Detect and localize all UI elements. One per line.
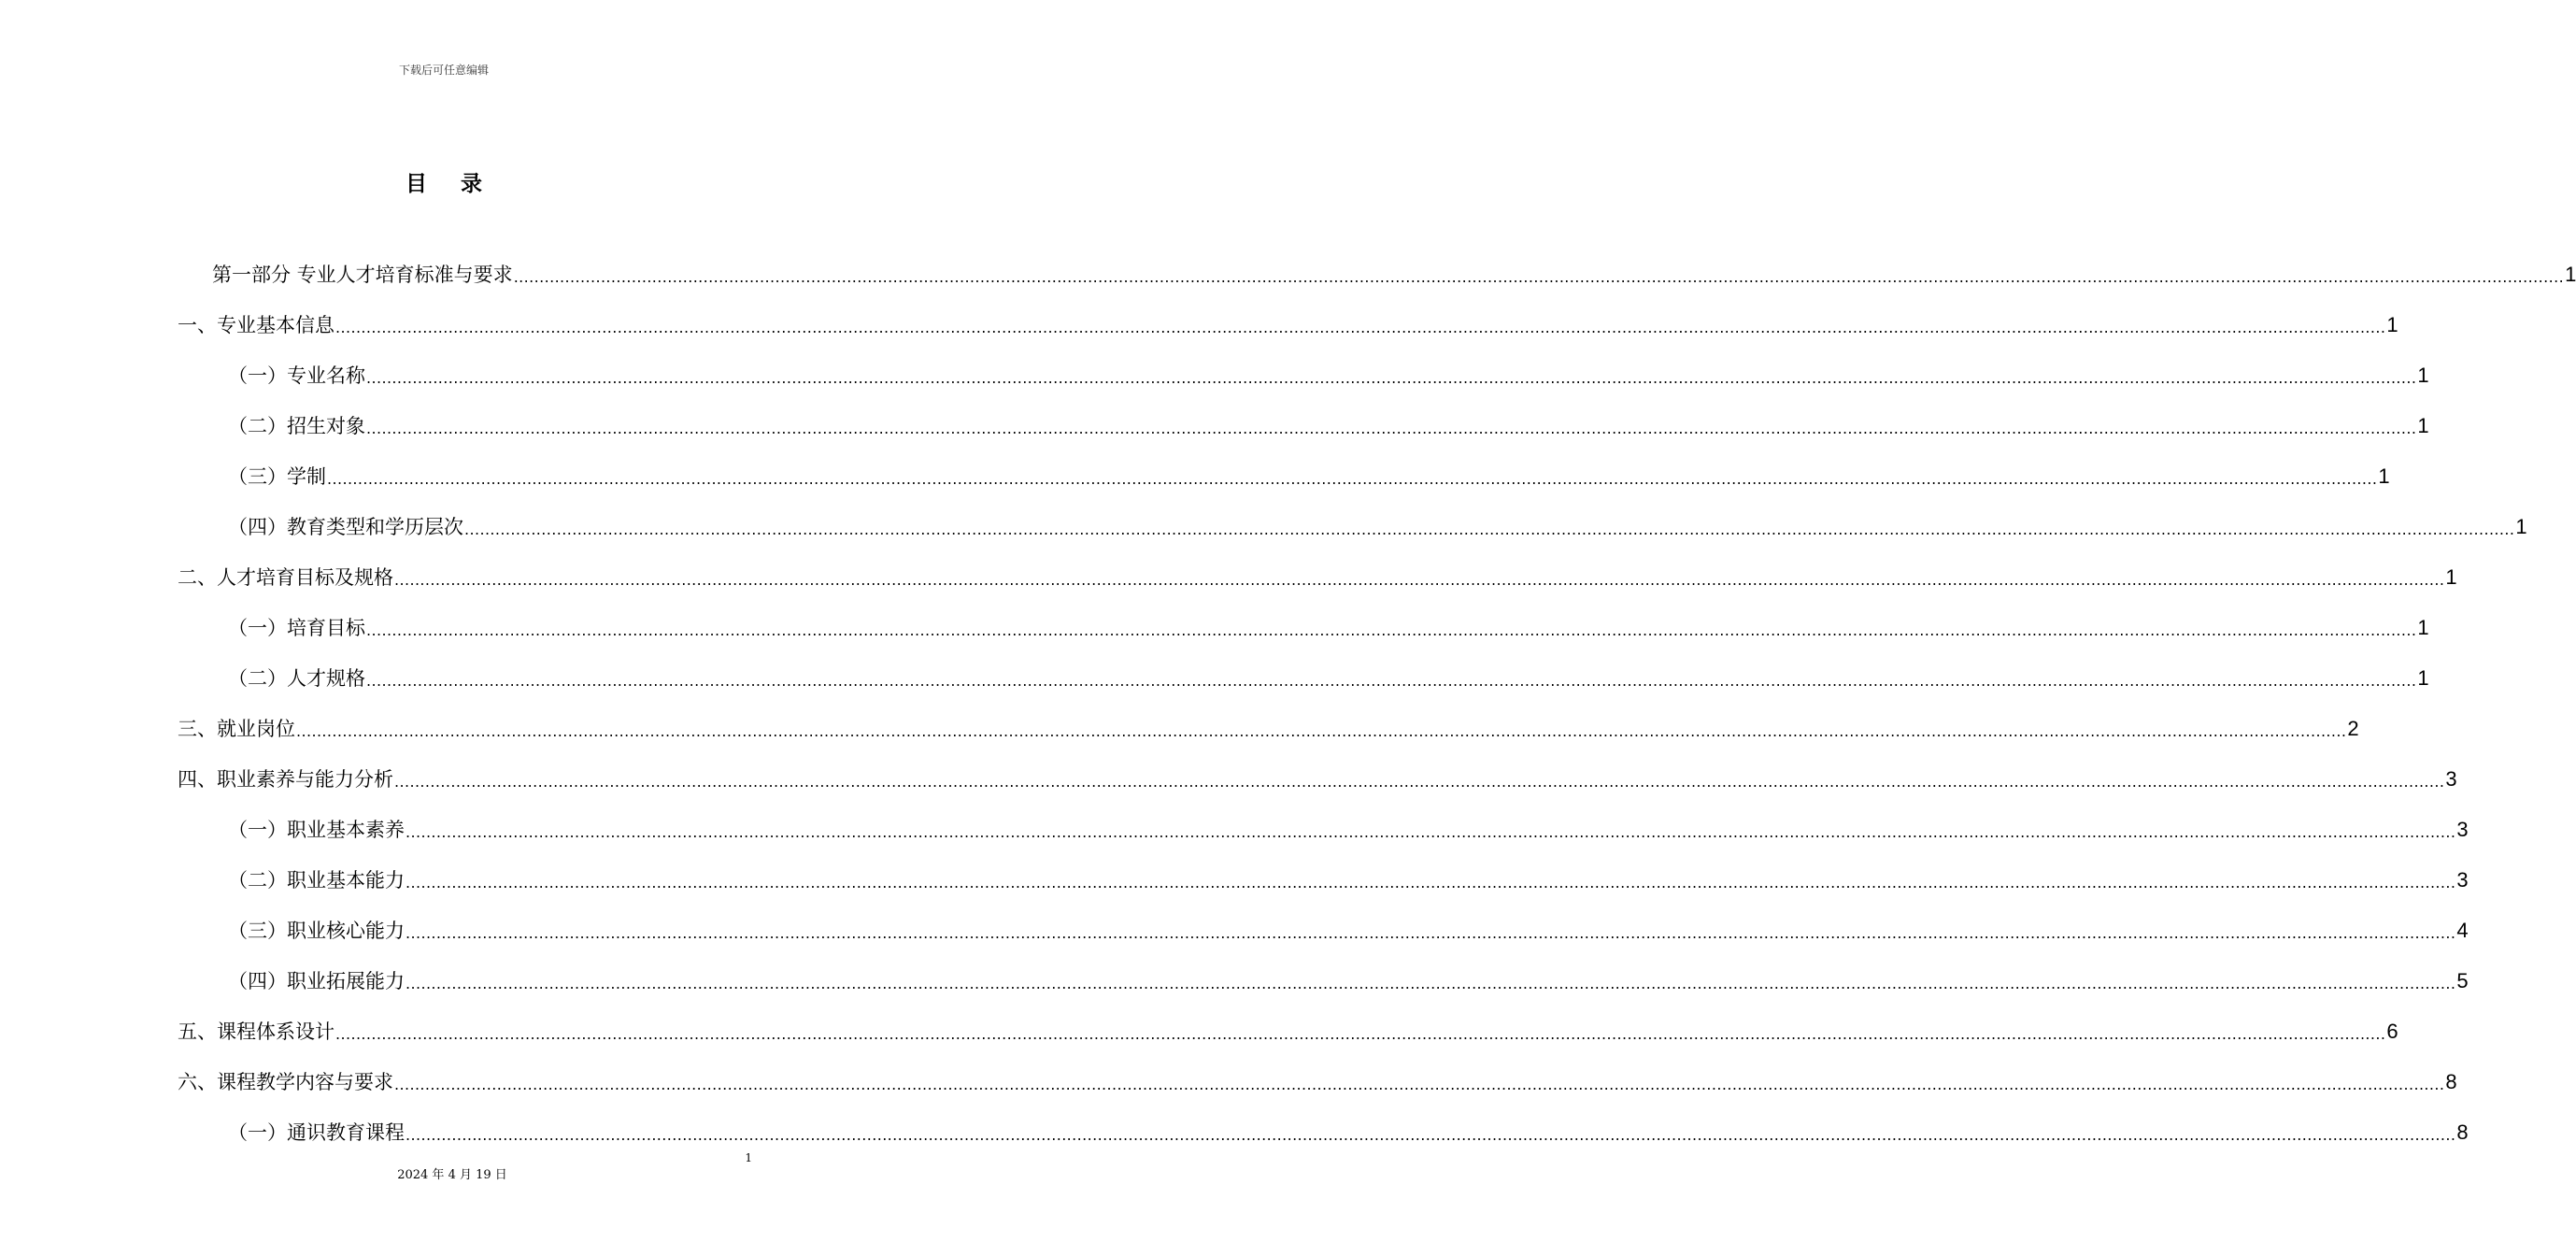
toc-entry[interactable] xyxy=(178,715,2359,743)
toc-entry-label: 四、职业素养与能力分析 xyxy=(178,768,393,791)
toc-entry[interactable] xyxy=(228,513,2527,541)
toc-entry[interactable] xyxy=(228,1119,2469,1147)
toc-leader-dots: ................................................................................................................................................................................................................................................................................................................................................................................................................ xyxy=(394,571,2445,589)
toc-leader-dots: ................................................................................................................................................................................................................................................................................................................................................................................................................ xyxy=(366,369,2417,387)
toc-entry-page: 8 xyxy=(2445,1070,2457,1093)
toc-entry[interactable] xyxy=(228,614,2429,642)
toc-entry[interactable] xyxy=(228,816,2469,844)
toc-entry-page: 3 xyxy=(2456,818,2469,841)
toc-leader-dots: ................................................................................................................................................................................................................................................................................................................................................................................................................ xyxy=(464,521,2515,538)
toc-leader-dots: ................................................................................................................................................................................................................................................................................................................................................................................................................ xyxy=(406,975,2456,992)
toc-entry-label: 五、课程体系设计 xyxy=(178,1020,334,1043)
toc-entry[interactable] xyxy=(228,412,2429,440)
toc-entry-page: 3 xyxy=(2445,767,2457,791)
toc-entry[interactable] xyxy=(178,1068,2457,1096)
toc-entry[interactable] xyxy=(228,866,2469,894)
toc-entry-page: 4 xyxy=(2456,919,2469,942)
toc-entry-label: （四）职业拓展能力 xyxy=(228,970,405,992)
toc-leader-dots: ................................................................................................................................................................................................................................................................................................................................................................................................................ xyxy=(406,924,2456,942)
toc-entry-page: 1 xyxy=(2417,414,2429,437)
toc-leader-dots: ................................................................................................................................................................................................................................................................................................................................................................................................................ xyxy=(406,874,2456,892)
toc-entry[interactable] xyxy=(178,564,2457,592)
toc-entry-label: （二）招生对象 xyxy=(228,415,365,437)
toc-entry-label: 一、专业基本信息 xyxy=(178,314,334,336)
toc-title: 目 录 xyxy=(405,172,495,196)
toc-entry-page: 5 xyxy=(2456,969,2469,992)
toc-entry-page: 1 xyxy=(2378,464,2390,488)
toc-entry-page: 1 xyxy=(2386,313,2398,336)
toc-entry-page: 1 xyxy=(2417,616,2429,639)
toc-entry-page: 1 xyxy=(2515,515,2527,538)
toc-entry[interactable] xyxy=(212,261,2576,289)
toc-entry-page: 1 xyxy=(2417,364,2429,387)
toc-leader-dots: ................................................................................................................................................................................................................................................................................................................................................................................................................ xyxy=(327,470,2378,488)
toc-entry[interactable] xyxy=(178,1018,2398,1046)
toc-entry[interactable] xyxy=(178,765,2457,793)
toc-entry[interactable] xyxy=(228,664,2429,692)
toc-entry-label: （一）培育目标 xyxy=(228,617,365,639)
toc-entry[interactable] xyxy=(228,463,2390,491)
toc-entry-label: （三）学制 xyxy=(228,465,326,488)
toc-entry[interactable] xyxy=(228,917,2469,945)
toc-entry-label: 三、就业岗位 xyxy=(178,718,295,740)
toc-entry-label: （一）通识教育课程 xyxy=(228,1121,405,1144)
toc-leader-dots: ................................................................................................................................................................................................................................................................................................................................................................................................................ xyxy=(296,722,2347,740)
toc-leader-dots: ................................................................................................................................................................................................................................................................................................................................................................................................................ xyxy=(513,268,2565,286)
toc-entry-page: 1 xyxy=(2417,666,2429,690)
toc-entry-page: 2 xyxy=(2347,717,2359,740)
toc-entry-page: 8 xyxy=(2456,1120,2469,1144)
toc-entry-label: （一）专业名称 xyxy=(228,364,365,387)
toc-leader-dots: ................................................................................................................................................................................................................................................................................................................................................................................................................ xyxy=(406,823,2456,841)
toc-leader-dots: ................................................................................................................................................................................................................................................................................................................................................................................................................ xyxy=(335,1025,2386,1043)
page-footer-date: 2024 年 4 月 19 日 xyxy=(397,1168,507,1182)
toc-entry-page: 1 xyxy=(2565,263,2576,286)
toc-entry-label: 六、课程教学内容与要求 xyxy=(178,1071,393,1093)
toc-entry-label: （四）教育类型和学历层次 xyxy=(228,516,463,538)
toc-entry-label: 第一部分 专业人才培育标准与要求 xyxy=(212,264,513,286)
toc-leader-dots: ................................................................................................................................................................................................................................................................................................................................................................................................................ xyxy=(366,621,2417,639)
toc-entry-label: （二）职业基本能力 xyxy=(228,869,405,892)
toc-entry-label: （一）职业基本素养 xyxy=(228,819,405,841)
toc-leader-dots: ................................................................................................................................................................................................................................................................................................................................................................................................................ xyxy=(394,1076,2445,1093)
toc-entry[interactable] xyxy=(178,311,2398,339)
toc-leader-dots: ................................................................................................................................................................................................................................................................................................................................................................................................................ xyxy=(366,672,2417,690)
toc-leader-dots: ................................................................................................................................................................................................................................................................................................................................................................................................................ xyxy=(394,773,2445,791)
toc-entry[interactable] xyxy=(228,967,2469,995)
toc-entry-label: （三）职业核心能力 xyxy=(228,920,405,942)
toc-leader-dots: ................................................................................................................................................................................................................................................................................................................................................................................................................ xyxy=(335,319,2386,336)
toc-entry-label: （二）人才规格 xyxy=(228,667,365,690)
toc-entry-page: 1 xyxy=(2445,565,2457,589)
toc-leader-dots: ................................................................................................................................................................................................................................................................................................................................................................................................................ xyxy=(406,1126,2456,1144)
toc-entry[interactable] xyxy=(228,362,2429,390)
page-header: 下载后可任意编辑 xyxy=(398,64,489,77)
toc-entry-page: 3 xyxy=(2456,868,2469,892)
toc-leader-dots: ................................................................................................................................................................................................................................................................................................................................................................................................................ xyxy=(366,420,2417,437)
toc-entry-page: 6 xyxy=(2386,1020,2398,1043)
page-number: 1 xyxy=(745,1151,752,1164)
toc-entry-label: 二、人才培育目标及规格 xyxy=(178,566,393,589)
